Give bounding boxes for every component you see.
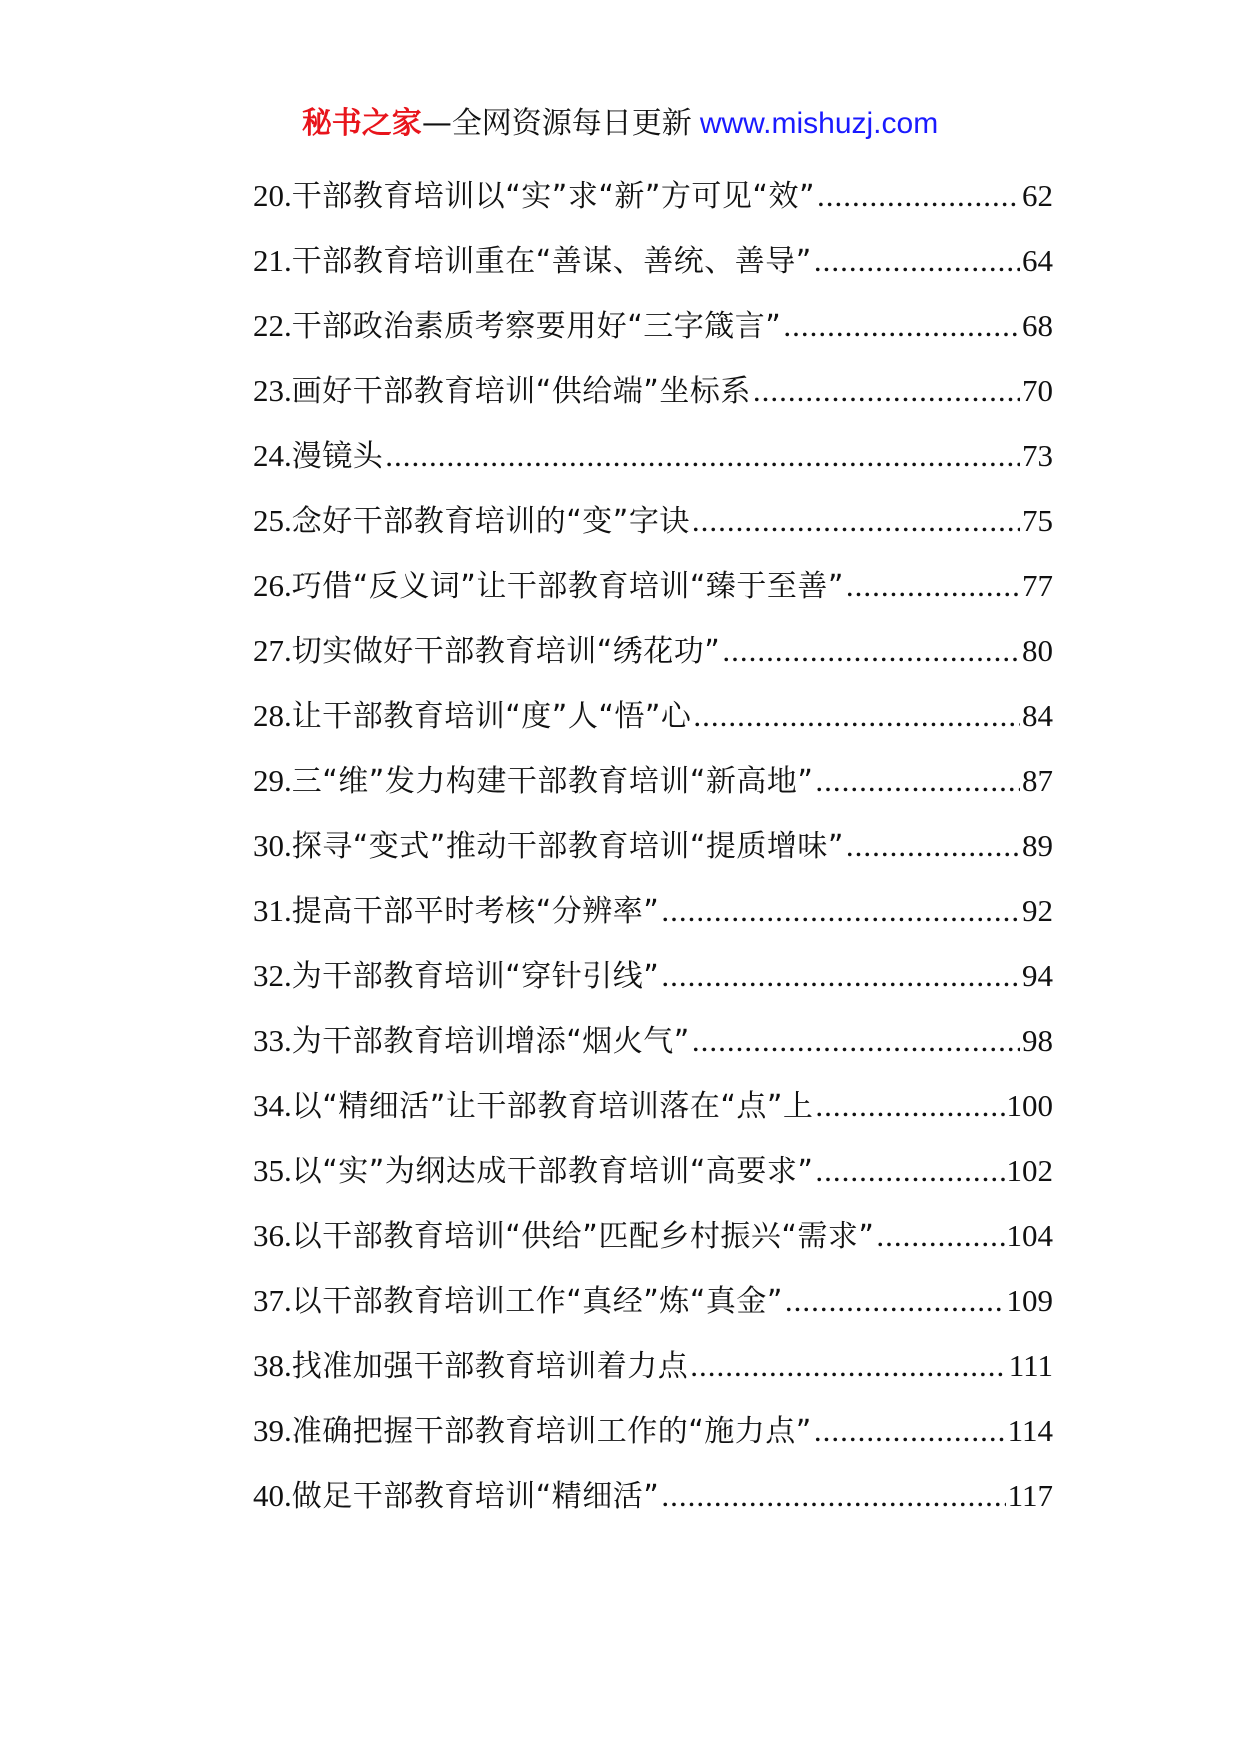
- toc-entry-title: 念好干部教育培训的“变”字诀: [291, 504, 690, 539]
- toc-dot-leader: [815, 1073, 1004, 1138]
- toc-dot-leader: [753, 358, 1020, 423]
- toc-entry-number: 35.: [253, 1153, 292, 1188]
- toc-dot-leader: [693, 683, 1020, 748]
- toc-entry[interactable]: [253, 163, 1053, 228]
- toc-entry-page-number: 80: [1022, 633, 1053, 668]
- toc-entry-number: 31.: [253, 893, 292, 928]
- toc-entry-number: 32.: [253, 958, 292, 993]
- toc-entry[interactable]: [253, 943, 1053, 1008]
- toc-entry-title: 干部政治素质考察要用好“三字箴言”: [291, 309, 782, 344]
- toc-entry[interactable]: [253, 423, 1053, 488]
- toc-entry-number: 27.: [253, 633, 292, 668]
- toc-entry[interactable]: [253, 1073, 1053, 1138]
- toc-entry-title: 以“精细活”让干部教育培训落在“点”上: [291, 1089, 814, 1124]
- toc-entry[interactable]: [253, 1268, 1053, 1333]
- toc-dot-leader: [817, 163, 1020, 228]
- toc-entry-title: 干部教育培训重在“善谋、善统、善导”: [291, 244, 812, 279]
- toc-entry-page-number: 94: [1022, 958, 1053, 993]
- toc-entry-number: 37.: [253, 1283, 292, 1318]
- toc-entry-page-number: 64: [1022, 243, 1053, 278]
- toc-entry-page-number: 84: [1022, 698, 1053, 733]
- toc-entry-title: 画好干部教育培训“供给端”坐标系: [291, 374, 751, 409]
- toc-entry[interactable]: [253, 228, 1053, 293]
- toc-entry-page-number: 102: [1006, 1153, 1053, 1188]
- toc-entry-number: 23.: [253, 373, 292, 408]
- toc-dot-leader: [785, 1268, 1005, 1333]
- toc-entry[interactable]: [253, 293, 1053, 358]
- toc-entry-number: 24.: [253, 438, 292, 473]
- toc-entry-number: 28.: [253, 698, 292, 733]
- toc-entry-title: 干部教育培训以“实”求“新”方可见“效”: [291, 179, 816, 214]
- toc-entry-title: 为干部教育培训增添“烟火气”: [291, 1024, 690, 1059]
- toc-dot-leader: [385, 423, 1020, 488]
- toc-entry[interactable]: [253, 1398, 1053, 1463]
- toc-entry-title: 三“维”发力构建干部教育培训“新高地”: [291, 764, 814, 799]
- toc-entry-page-number: 77: [1022, 568, 1053, 603]
- toc-entry-page-number: 75: [1022, 503, 1053, 538]
- toc-entry-number: 30.: [253, 828, 292, 863]
- toc-dot-leader: [876, 1203, 1004, 1268]
- toc-entry-page-number: 117: [1007, 1478, 1053, 1513]
- toc-entry-number: 26.: [253, 568, 292, 603]
- header-tagline: —全网资源每日更新: [421, 106, 692, 141]
- toc-entry-number: 21.: [253, 243, 292, 278]
- toc-entry[interactable]: [253, 1463, 1053, 1528]
- toc-dot-leader: [814, 1398, 1006, 1463]
- toc-dot-leader: [692, 488, 1020, 553]
- toc-entry[interactable]: [253, 553, 1053, 618]
- toc-dot-leader: [692, 1008, 1020, 1073]
- toc-entry-title: 切实做好干部教育培训“绣花功”: [291, 634, 721, 669]
- toc-entry-page-number: 100: [1006, 1088, 1053, 1123]
- toc-entry-title: 以干部教育培训“供给”匹配乡村振兴“需求”: [291, 1219, 875, 1254]
- toc-entry[interactable]: [253, 488, 1053, 553]
- toc-dot-leader: [846, 813, 1020, 878]
- toc-entry-title: 以“实”为纲达成干部教育培训“高要求”: [291, 1154, 814, 1189]
- toc-dot-leader: [846, 553, 1020, 618]
- site-header: [0, 104, 1240, 144]
- toc-entry-page-number: 109: [1006, 1283, 1053, 1318]
- toc-entry-page-number: 87: [1022, 763, 1053, 798]
- toc-entry[interactable]: [253, 618, 1053, 683]
- toc-entry-title: 做足干部教育培训“精细活”: [291, 1479, 660, 1514]
- toc-entry-title: 找准加强干部教育培训着力点: [291, 1349, 689, 1384]
- toc-entry-page-number: 92: [1022, 893, 1053, 928]
- toc-entry-page-number: 62: [1022, 178, 1053, 213]
- toc-entry-number: 25.: [253, 503, 292, 538]
- brand-name: 秘书之家: [301, 106, 422, 141]
- toc-entry[interactable]: [253, 1333, 1053, 1398]
- toc-dot-leader: [814, 228, 1020, 293]
- toc-dot-leader: [783, 293, 1020, 358]
- toc-dot-leader: [815, 1138, 1004, 1203]
- toc-entry-number: 39.: [253, 1413, 292, 1448]
- table-of-contents: [253, 163, 1053, 1528]
- toc-entry-page-number: 70: [1022, 373, 1053, 408]
- toc-entry-title: 巧借“反义词”让干部教育培训“臻于至善”: [291, 569, 844, 604]
- toc-entry-number: 34.: [253, 1088, 292, 1123]
- toc-entry-title: 准确把握干部教育培训工作的“施力点”: [291, 1414, 812, 1449]
- toc-entry[interactable]: [253, 878, 1053, 943]
- toc-entry-page-number: 98: [1022, 1023, 1053, 1058]
- toc-entry-page-number: 114: [1007, 1413, 1053, 1448]
- toc-entry-number: 33.: [253, 1023, 292, 1058]
- toc-entry-page-number: 89: [1022, 828, 1053, 863]
- toc-entry-title: 提高干部平时考核“分辨率”: [291, 894, 660, 929]
- site-url-link[interactable]: www.mishuzj.com: [699, 107, 939, 140]
- toc-entry[interactable]: [253, 1008, 1053, 1073]
- toc-dot-leader: [661, 878, 1020, 943]
- toc-entry-title: 让干部教育培训“度”人“悟”心: [291, 699, 692, 734]
- toc-entry-number: 36.: [253, 1218, 292, 1253]
- toc-entry-number: 22.: [253, 308, 292, 343]
- toc-entry[interactable]: [253, 748, 1053, 813]
- toc-entry-number: 38.: [253, 1348, 292, 1383]
- toc-dot-leader: [722, 618, 1020, 683]
- toc-dot-leader: [661, 1463, 1005, 1528]
- toc-entry[interactable]: [253, 1203, 1053, 1268]
- toc-entry-title: 以干部教育培训工作“真经”炼“真金”: [291, 1284, 783, 1319]
- toc-entry-title: 探寻“变式”推动干部教育培训“提质增味”: [291, 829, 844, 864]
- toc-entry[interactable]: [253, 813, 1053, 878]
- toc-dot-leader: [815, 748, 1020, 813]
- toc-entry-number: 40.: [253, 1478, 292, 1513]
- toc-entry-number: 29.: [253, 763, 292, 798]
- toc-entry-title: 为干部教育培训“穿针引线”: [291, 959, 660, 994]
- toc-entry-title: 漫镜头: [291, 439, 384, 474]
- toc-entry[interactable]: [253, 683, 1053, 748]
- toc-dot-leader: [690, 1333, 1007, 1398]
- toc-entry-page-number: 104: [1006, 1218, 1053, 1253]
- toc-entry[interactable]: [253, 358, 1053, 423]
- toc-entry-page-number: 111: [1008, 1348, 1053, 1383]
- toc-entry[interactable]: [253, 1138, 1053, 1203]
- toc-entry-number: 20.: [253, 178, 292, 213]
- toc-dot-leader: [661, 943, 1020, 1008]
- toc-entry-page-number: 73: [1022, 438, 1053, 473]
- toc-entry-page-number: 68: [1022, 308, 1053, 343]
